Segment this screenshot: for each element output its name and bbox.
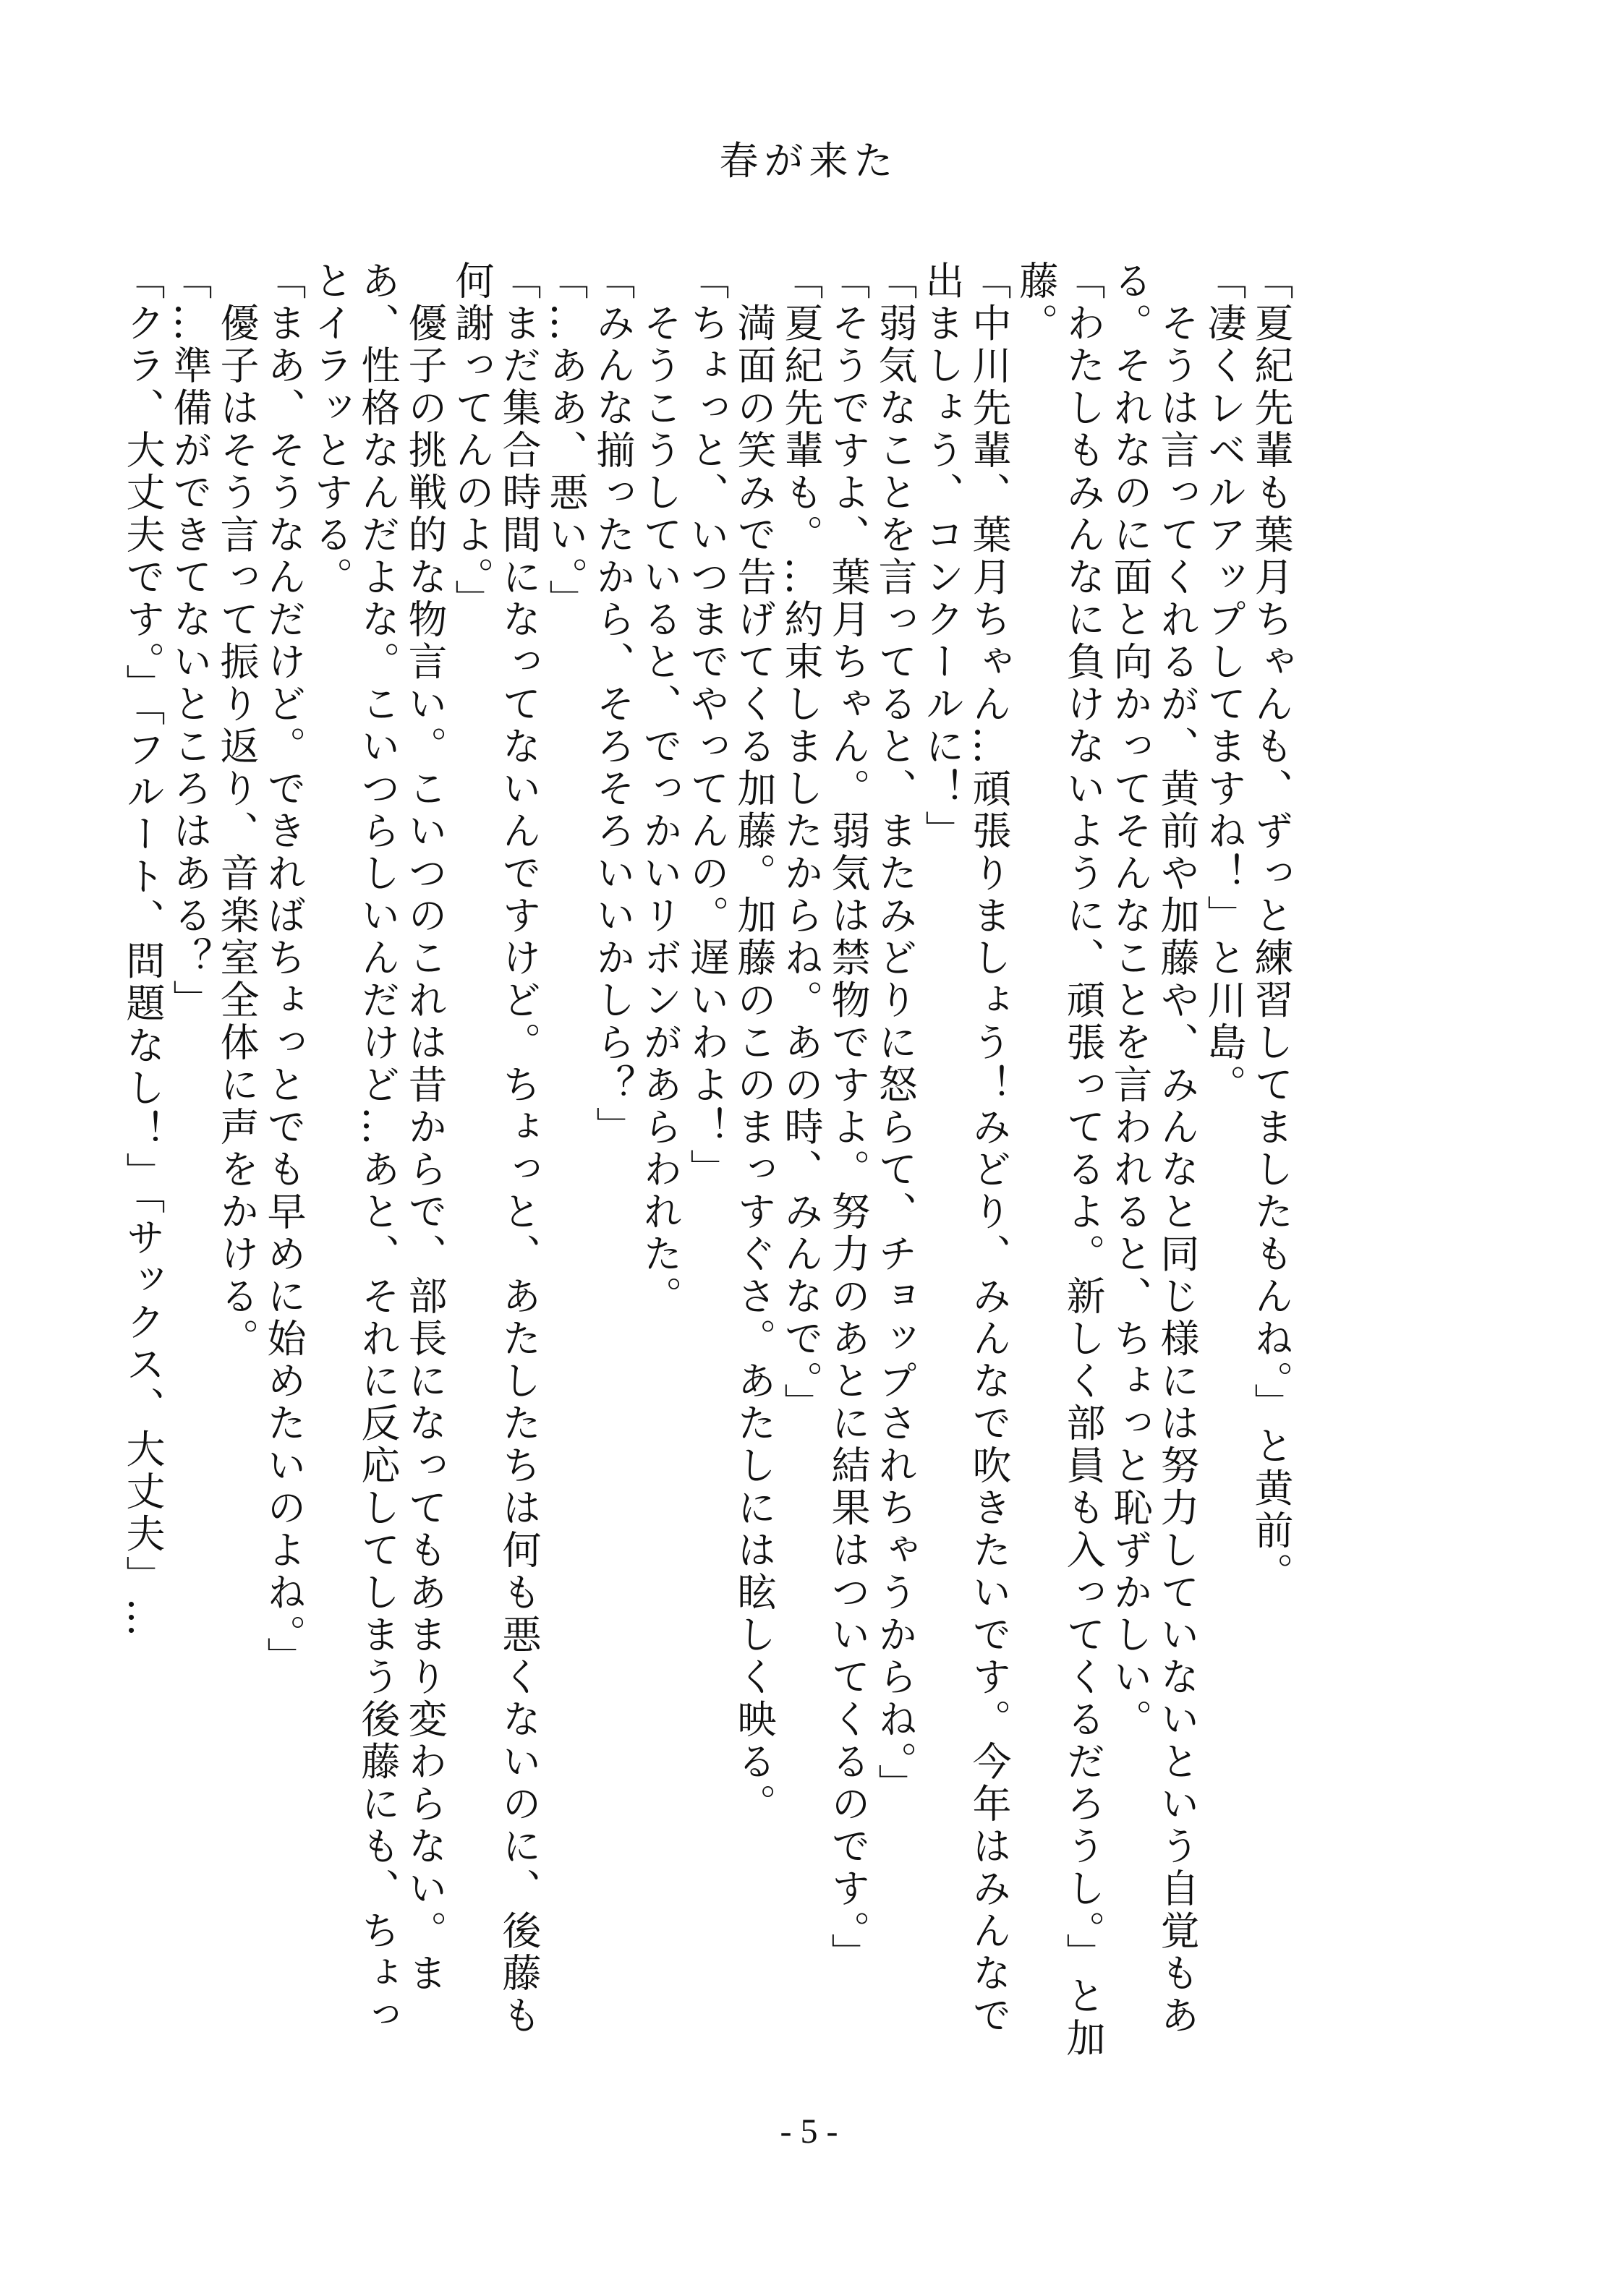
paragraph: 「…ああ、悪い。」 — [543, 260, 589, 622]
paragraph: 「クラ、大丈夫です。」「フルート、問題なし！」「サックス、大丈夫」… — [120, 260, 166, 1640]
paragraph: 「中川先輩、葉月ちゃん…頑張りましょう！みどり、みんなで吹きたいです。今年はみんなで出ましょう、コンクールに！」 — [919, 260, 1012, 2037]
paragraph: 「夏紀先輩も。…約束しましたからね。あの時、みんなで。」 — [778, 260, 824, 1425]
paragraph: 「わたしもみんなに負けないように、頑張ってるよ。新しく部員も入ってくるだろうし。」と加藤。 — [1013, 260, 1106, 2060]
paragraph: 「そうですよ、葉月ちゃん。弱気は禁物ですよ。努力のあとに結果はついてくるのです。」 — [825, 260, 871, 1976]
page-title: 春が来た — [719, 138, 899, 184]
paragraph: そうこうしていると、でっかいリボンがあらわれた。 — [637, 260, 683, 1318]
paragraph: 満面の笑みで告げてくる加藤。加藤のこのまっすぐさ。あたしには眩しく映る。 — [731, 260, 777, 1826]
paragraph: そうは言ってくれるが、黄前や加藤や、みんなと同じ様には努力していないという自覚もある。それなのに面と向かってそんなことを言われると、ちょっと恥ずかしい。 — [1107, 260, 1200, 2037]
paragraph: 「まだ集合時間になってないんですけど。ちょっと、あたしたちは何も悪くないのに、後藤も何謝ってんのよ。」 — [449, 260, 542, 2037]
paragraph: 優子の挑戦的な物言い。こいつのこれは昔からで、部長になってもあまり変わらない。まあ、性格なんだよな。こいつらしいんだけど…あと、それに反応してしまう後藤にも、ちょっとイラッとする。 — [308, 260, 448, 2037]
paragraph: 「まあ、そうなんだけど。できればちょっとでも早めに始めたいのよね。」 — [261, 260, 307, 1679]
paragraph: 「みんな揃ったから、そろそろいいかしら？」 — [590, 260, 636, 1149]
paragraph: 「ちょっと、いつまでやってんの。遅いわよ！」 — [684, 260, 730, 1191]
paragraph: 「弱気なことを言ってると、またみどりに怒らて、チョップされちゃうからね。」 — [872, 260, 918, 1806]
vertical-body-text — [120, 260, 1295, 2068]
paragraph: 優子はそう言って振り返り、音楽室全体に声をかける。 — [214, 260, 260, 1360]
page-number: - 5 - — [780, 2112, 838, 2151]
paragraph: 「夏紀先輩も葉月ちゃんも、ずっと練習してましたもんね。」と黄前。 — [1248, 260, 1294, 1595]
paragraph: 「…準備ができてないところはある？」 — [167, 260, 213, 1022]
paragraph: 「凄くレベルアップしてますね！」と川島。 — [1201, 260, 1247, 1106]
